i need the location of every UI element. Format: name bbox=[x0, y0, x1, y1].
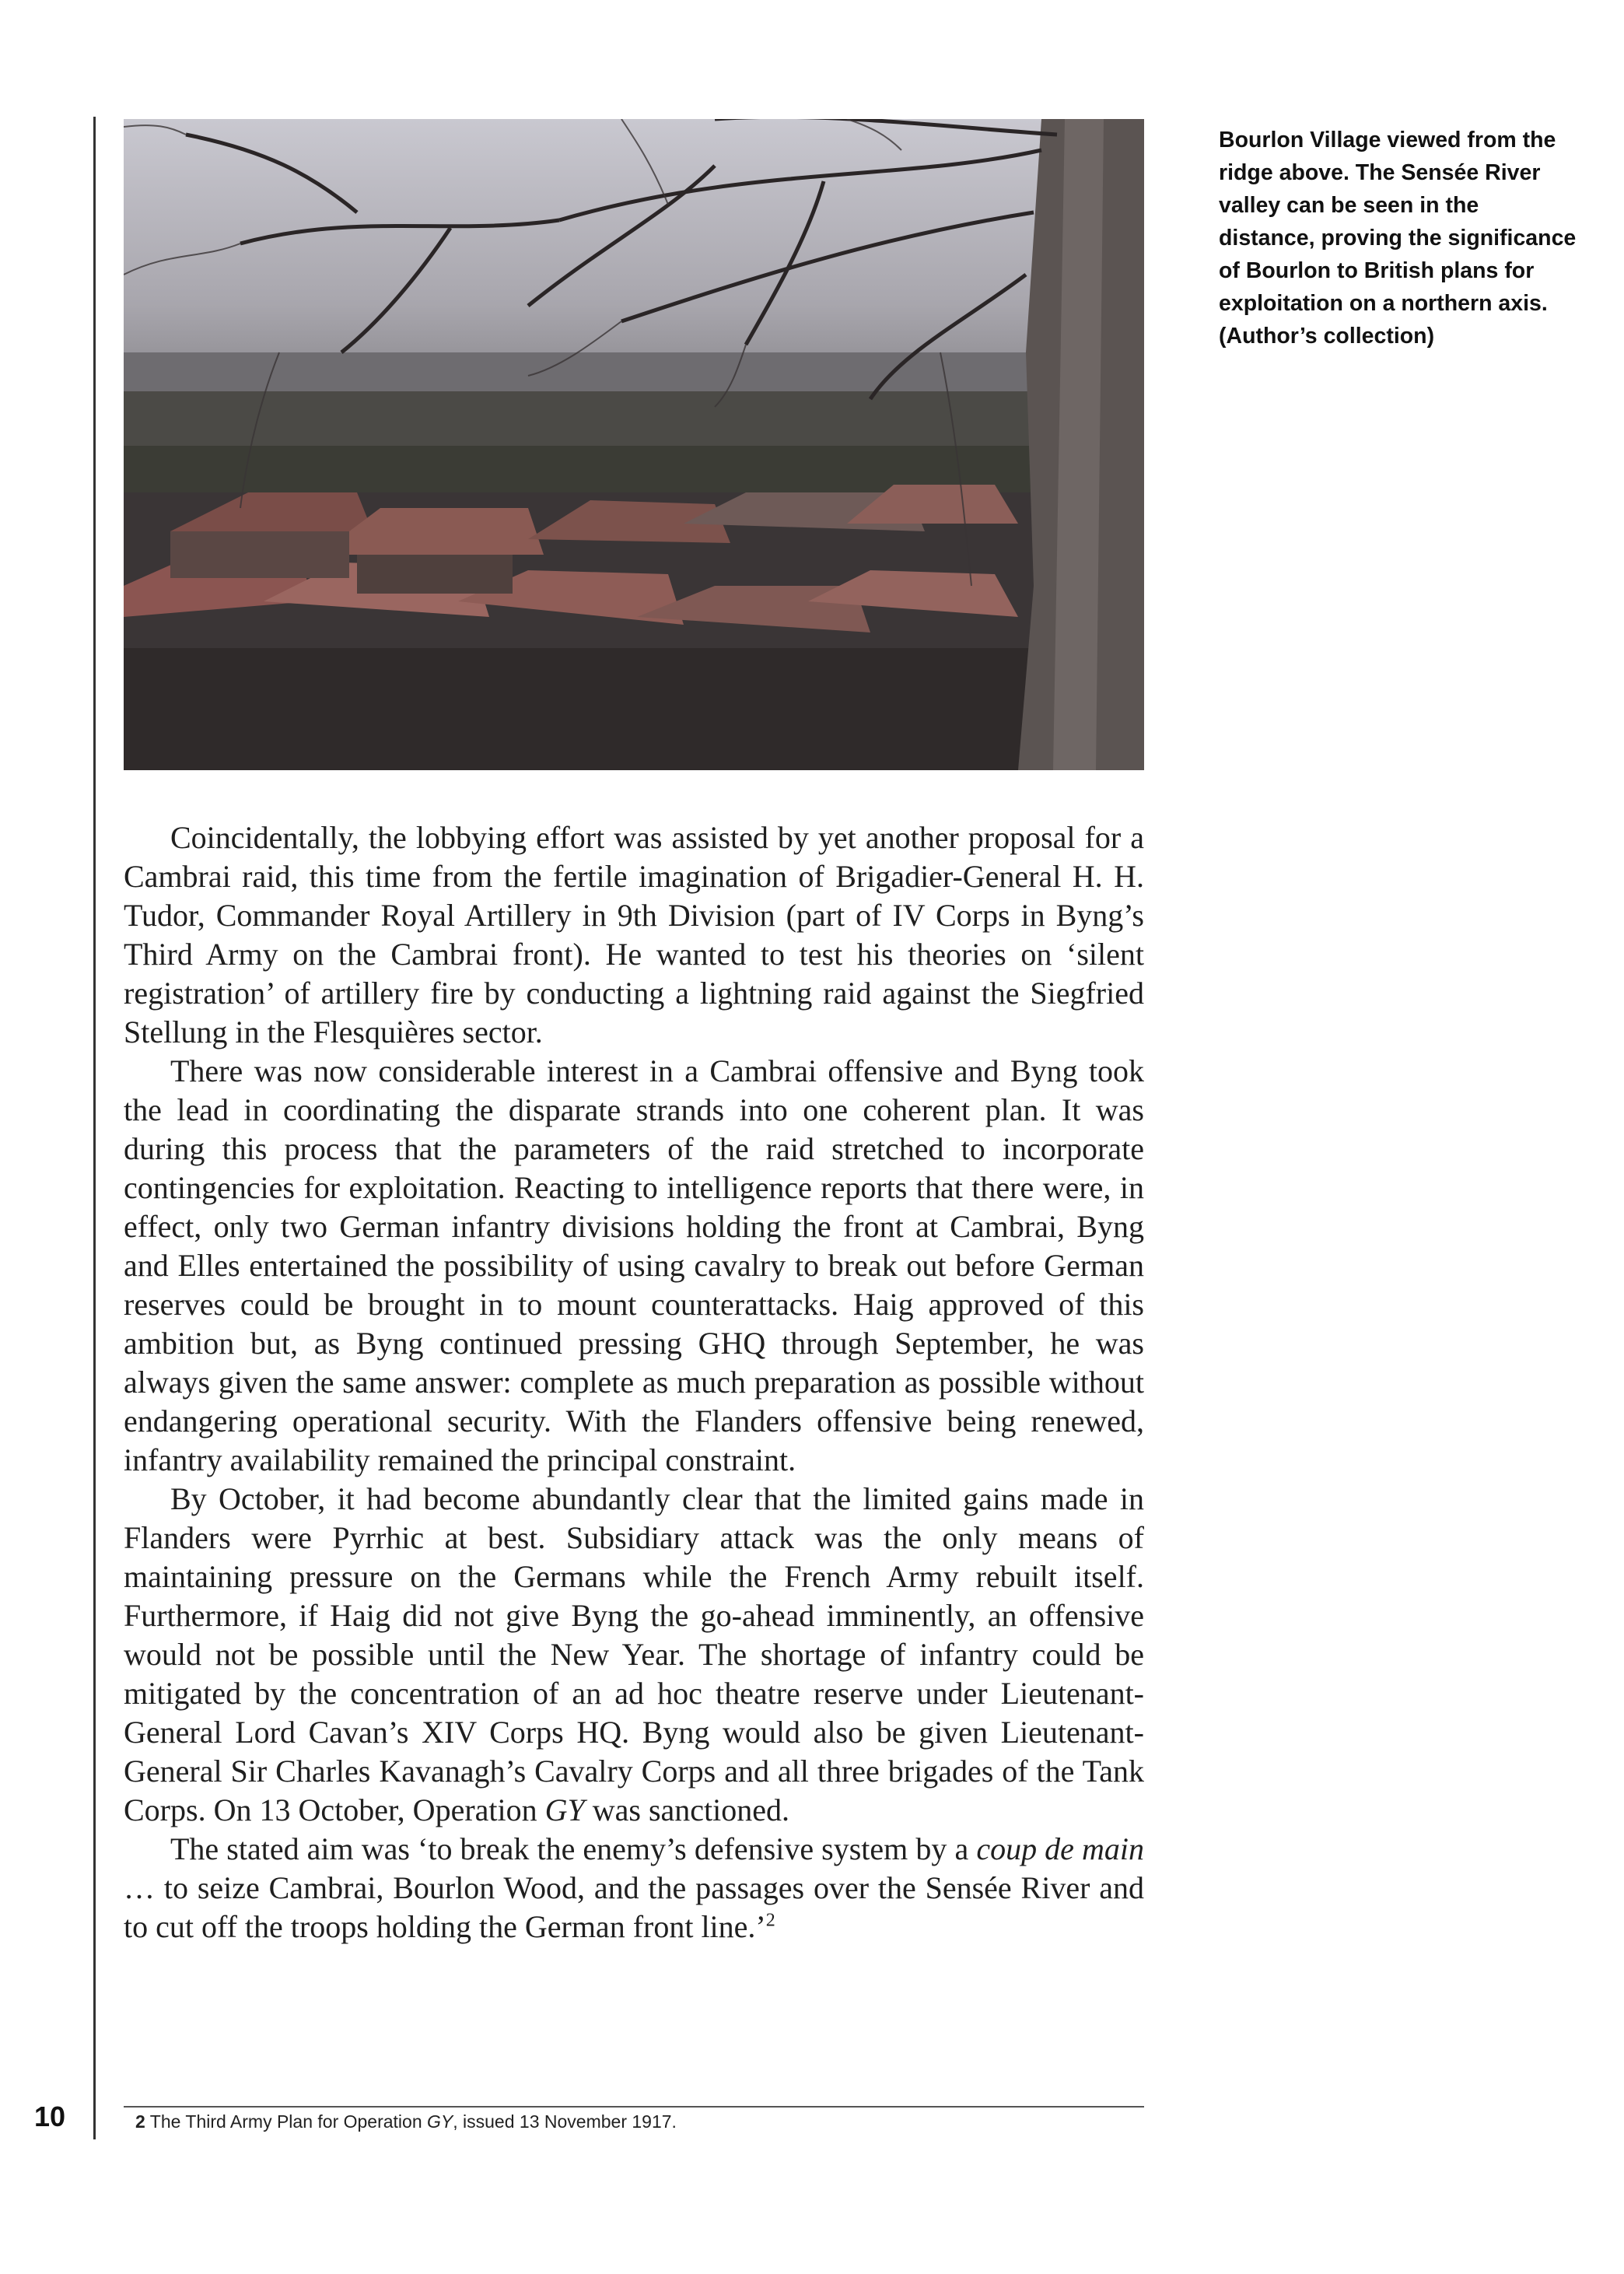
page-number: 10 bbox=[34, 2101, 66, 2132]
paragraph-3 bbox=[124, 1480, 1144, 1830]
footnote-divider bbox=[124, 2106, 1144, 2108]
paragraph-3-end: was sanctioned. bbox=[592, 1792, 790, 1827]
paragraph-4-text-a: The stated aim was ‘to break the enemy’s defensive system by a bbox=[170, 1831, 969, 1866]
photo-caption: Bourlon Village viewed from the ridge above. The Sensée River valley can be seen in the distance, proving the significance of Bourlon to British plans for exploitation on a northern axis. (Author’s collection) bbox=[1219, 128, 1577, 349]
footnote-text-b: , issued 13 November 1917. bbox=[453, 2111, 677, 2132]
footnote-italic: GY bbox=[427, 2111, 453, 2132]
bourlon-village-photo bbox=[124, 119, 1144, 770]
footnote bbox=[135, 2110, 1139, 2133]
operation-name: GY bbox=[544, 1792, 585, 1827]
body-text bbox=[124, 818, 1144, 1946]
paragraph-3-text: By October, it had become abundantly clear that the limited gains made in Flanders were Pyrrhic at best. Subsidiary attack was the only means of maintaining pressure on the Germans while the French Army rebuilt itself. Furthermore, if Haig did not give Byng the go-ahead imminently, an offensive would not be possible until the New Year. The shortage of infantry could be mitigated by the concentration of an ad hoc theatre reserve under Lieutenant-General Lord Cavan’s XIV Corps HQ. Byng would also be given Lieutenant-General Sir Charles Kavanagh’s Cavalry Corps and all three brigades of the Tank Corps. On 13 October, Operation bbox=[124, 1481, 1144, 1827]
paragraph-2: There was now considerable interest in a Cambrai offensive and Byng took the lead in coordinating the disparate strands into one coherent plan. It was during this process that the parameters of the raid stretched to incorporate contingencies for exploitation. Reacting to intelligence reports that there were, in effect, only two German infantry divisions holding the front at Cambrai, Byng and Elles entertained the possibility of using cavalry to break out before German reserves could be brought in to mount counterattacks. Haig approved of this ambition but, as Byng continued pressing GHQ through September, he was always given the same answer: complete as much preparation as possible without endangering operational security. With the Flanders offensive being renewed, infantry availability remained the principal constraint. bbox=[124, 1053, 1144, 1477]
footnote-text-a: The Third Army Plan for Operation bbox=[149, 2111, 422, 2132]
footnote-number: 2 bbox=[135, 2111, 145, 2132]
paragraph-1: Coincidentally, the lobbying effort was assisted by yet another proposal for a Cambrai raid, this time from the fertile imagination of Brigadier-General H. H. Tudor, Commander Royal Artillery in 9th Division (part of IV Corps in Byng’s Third Army on the Cambrai front). He wanted to test his theories on ‘silent registration’ of artillery fire by conducting a lightning raid against the Siegfried Stellung in the Flesquières sector. bbox=[124, 820, 1144, 1049]
coup-de-main: coup de main bbox=[976, 1831, 1144, 1866]
paragraph-4 bbox=[124, 1830, 1144, 1946]
paragraph-4-text-b: … to seize Cambrai, Bourlon Wood, and the passages over the Sensée River and to cut off the troops holding the German front line.’ bbox=[124, 1870, 1144, 1944]
footnote-reference: 2 bbox=[765, 1910, 775, 1931]
margin-rule bbox=[93, 117, 96, 2139]
